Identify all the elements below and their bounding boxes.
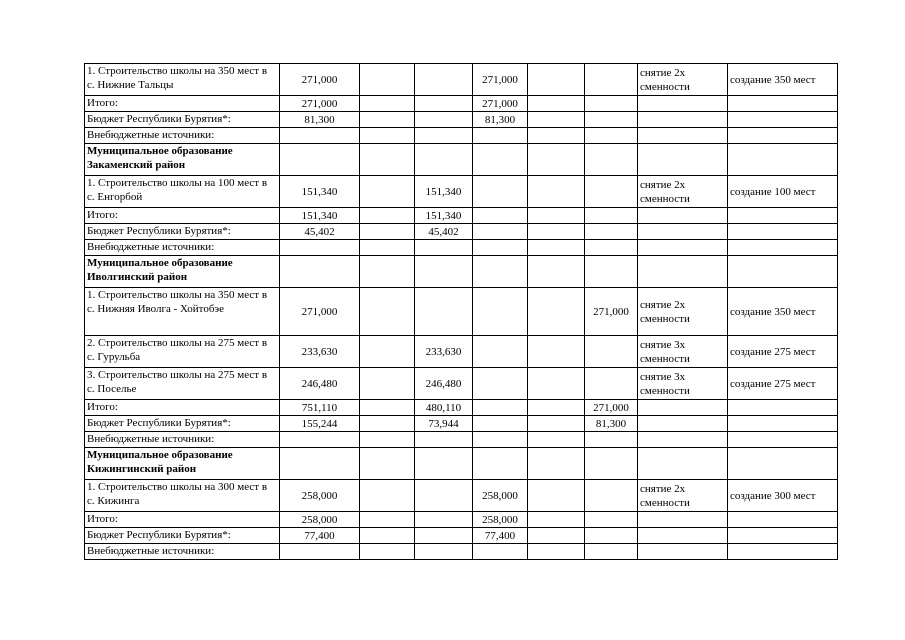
year-2013-cell (415, 240, 473, 256)
result-cell (728, 416, 838, 432)
table-row (85, 112, 838, 128)
result-cell (728, 400, 838, 416)
table-row (85, 144, 838, 176)
goal-cell: снятие 3х сменности (638, 368, 728, 400)
result-cell: создание 350 мест (728, 64, 838, 96)
table-row (85, 448, 838, 480)
year-2012-cell (360, 240, 415, 256)
total-cell: 271,000 (280, 288, 360, 336)
table-row (85, 208, 838, 224)
year-2016-cell (585, 208, 638, 224)
result-cell (728, 240, 838, 256)
table-row (85, 128, 838, 144)
year-2015-cell (528, 288, 585, 336)
goal-cell: снятие 2х сменности (638, 288, 728, 336)
year-2016-cell (585, 240, 638, 256)
year-2016-cell (585, 176, 638, 208)
year-2012-cell (360, 368, 415, 400)
table-row (85, 528, 838, 544)
year-2014-cell: 271,000 (473, 96, 528, 112)
year-2013-cell: 233,630 (415, 336, 473, 368)
goal-cell (638, 544, 728, 560)
goal-cell (638, 240, 728, 256)
year-2013-cell (415, 512, 473, 528)
year-2015-cell (528, 224, 585, 240)
year-2012-cell (360, 144, 415, 176)
year-2016-cell (585, 256, 638, 288)
result-cell (728, 432, 838, 448)
row-name-cell: 1. Строительство школы на 100 мест в с. Енгорбой (85, 176, 280, 208)
year-2015-cell (528, 368, 585, 400)
result-cell: создание 100 мест (728, 176, 838, 208)
result-cell (728, 208, 838, 224)
year-2014-cell (473, 400, 528, 416)
goal-cell (638, 144, 728, 176)
year-2016-cell (585, 96, 638, 112)
year-2012-cell (360, 512, 415, 528)
year-2013-cell (415, 448, 473, 480)
row-name-cell: 3. Строительство школы на 275 мест в с. Поселье (85, 368, 280, 400)
table-row (85, 432, 838, 448)
year-2012-cell (360, 288, 415, 336)
row-name-cell: Бюджет Республики Бурятия*: (85, 528, 280, 544)
year-2015-cell (528, 400, 585, 416)
year-2015-cell (528, 432, 585, 448)
year-2013-cell: 151,340 (415, 176, 473, 208)
year-2016-cell (585, 112, 638, 128)
year-2013-cell (415, 64, 473, 96)
year-2013-cell (415, 544, 473, 560)
total-cell (280, 256, 360, 288)
table-row (85, 480, 838, 512)
total-cell: 271,000 (280, 64, 360, 96)
year-2014-cell (473, 288, 528, 336)
result-cell (728, 256, 838, 288)
year-2016-cell: 271,000 (585, 288, 638, 336)
goal-cell (638, 512, 728, 528)
row-name-cell: Внебюджетные источники: (85, 240, 280, 256)
total-cell: 751,110 (280, 400, 360, 416)
table-row (85, 400, 838, 416)
year-2014-cell (473, 208, 528, 224)
year-2015-cell (528, 256, 585, 288)
row-name-cell: Бюджет Республики Бурятия*: (85, 224, 280, 240)
year-2016-cell (585, 544, 638, 560)
row-name-cell: Итого: (85, 512, 280, 528)
year-2013-cell (415, 480, 473, 512)
year-2013-cell (415, 144, 473, 176)
year-2012-cell (360, 256, 415, 288)
year-2015-cell (528, 544, 585, 560)
year-2015-cell (528, 128, 585, 144)
row-name-cell: Итого: (85, 400, 280, 416)
total-cell: 271,000 (280, 96, 360, 112)
year-2012-cell (360, 544, 415, 560)
year-2014-cell (473, 128, 528, 144)
result-cell (728, 528, 838, 544)
row-name-cell: Бюджет Республики Бурятия*: (85, 416, 280, 432)
total-cell: 81,300 (280, 112, 360, 128)
year-2016-cell (585, 512, 638, 528)
row-name-cell: 1. Строительство школы на 350 мест в с. Нижняя Иволга - Хойтобэе (85, 288, 280, 336)
table-body (85, 64, 838, 560)
year-2014-cell: 258,000 (473, 480, 528, 512)
table-row (85, 336, 838, 368)
total-cell: 258,000 (280, 512, 360, 528)
goal-cell: снятие 2х сменности (638, 176, 728, 208)
goal-cell (638, 448, 728, 480)
result-cell (728, 128, 838, 144)
year-2016-cell (585, 432, 638, 448)
table-row (85, 544, 838, 560)
year-2015-cell (528, 528, 585, 544)
result-cell (728, 544, 838, 560)
year-2013-cell: 45,402 (415, 224, 473, 240)
row-name-cell: Внебюджетные источники: (85, 128, 280, 144)
year-2016-cell: 271,000 (585, 400, 638, 416)
goal-cell (638, 432, 728, 448)
year-2012-cell (360, 400, 415, 416)
row-name-cell: Внебюджетные источники: (85, 544, 280, 560)
year-2016-cell (585, 336, 638, 368)
year-2012-cell (360, 448, 415, 480)
year-2015-cell (528, 240, 585, 256)
year-2016-cell (585, 64, 638, 96)
row-name-cell: 1. Строительство школы на 350 мест в с. Нижние Тальцы (85, 64, 280, 96)
year-2015-cell (528, 336, 585, 368)
goal-cell (638, 128, 728, 144)
year-2015-cell (528, 448, 585, 480)
table-row (85, 256, 838, 288)
goal-cell (638, 256, 728, 288)
year-2014-cell (473, 224, 528, 240)
year-2016-cell (585, 128, 638, 144)
total-cell (280, 448, 360, 480)
year-2015-cell (528, 512, 585, 528)
year-2013-cell (415, 128, 473, 144)
total-cell (280, 128, 360, 144)
total-cell (280, 144, 360, 176)
total-cell: 45,402 (280, 224, 360, 240)
result-cell (728, 448, 838, 480)
year-2016-cell (585, 528, 638, 544)
total-cell: 151,340 (280, 208, 360, 224)
result-cell (728, 144, 838, 176)
year-2012-cell (360, 224, 415, 240)
row-name-cell: Итого: (85, 96, 280, 112)
table-row (85, 512, 838, 528)
year-2013-cell (415, 432, 473, 448)
table-row (85, 64, 838, 96)
year-2015-cell (528, 64, 585, 96)
year-2013-cell (415, 112, 473, 128)
goal-cell (638, 528, 728, 544)
year-2012-cell (360, 112, 415, 128)
row-name-cell: Муниципальное образование Иволгинский район (85, 256, 280, 288)
year-2015-cell (528, 416, 585, 432)
year-2016-cell (585, 224, 638, 240)
year-2016-cell (585, 448, 638, 480)
year-2014-cell: 258,000 (473, 512, 528, 528)
result-cell: создание 275 мест (728, 368, 838, 400)
year-2016-cell: 81,300 (585, 416, 638, 432)
goal-cell (638, 416, 728, 432)
table-row (85, 176, 838, 208)
year-2013-cell: 246,480 (415, 368, 473, 400)
year-2012-cell (360, 432, 415, 448)
total-cell (280, 544, 360, 560)
total-cell (280, 432, 360, 448)
year-2015-cell (528, 480, 585, 512)
goal-cell: снятие 2х сменности (638, 480, 728, 512)
year-2012-cell (360, 176, 415, 208)
total-cell: 233,630 (280, 336, 360, 368)
year-2015-cell (528, 176, 585, 208)
year-2012-cell (360, 416, 415, 432)
result-cell: создание 275 мест (728, 336, 838, 368)
row-name-cell: 2. Строительство школы на 275 мест в с. Гурульба (85, 336, 280, 368)
goal-cell (638, 96, 728, 112)
year-2013-cell: 73,944 (415, 416, 473, 432)
goal-cell (638, 224, 728, 240)
goal-cell (638, 400, 728, 416)
year-2014-cell (473, 432, 528, 448)
row-name-cell: Итого: (85, 208, 280, 224)
total-cell: 246,480 (280, 368, 360, 400)
row-name-cell: Муниципальное образование Закаменский район (85, 144, 280, 176)
year-2013-cell: 480,110 (415, 400, 473, 416)
table-row (85, 416, 838, 432)
year-2014-cell (473, 416, 528, 432)
year-2015-cell (528, 208, 585, 224)
table-row (85, 224, 838, 240)
row-name-cell: Муниципальное образование Кижингинский район (85, 448, 280, 480)
total-cell (280, 240, 360, 256)
year-2015-cell (528, 144, 585, 176)
row-name-cell: 1. Строительство школы на 300 мест в с. Кижинга (85, 480, 280, 512)
year-2012-cell (360, 128, 415, 144)
goal-cell: снятие 2х сменности (638, 64, 728, 96)
total-cell: 77,400 (280, 528, 360, 544)
year-2013-cell (415, 96, 473, 112)
result-cell (728, 96, 838, 112)
year-2012-cell (360, 64, 415, 96)
year-2014-cell: 77,400 (473, 528, 528, 544)
year-2012-cell (360, 480, 415, 512)
year-2015-cell (528, 96, 585, 112)
year-2016-cell (585, 480, 638, 512)
year-2014-cell (473, 240, 528, 256)
result-cell (728, 224, 838, 240)
year-2014-cell (473, 144, 528, 176)
year-2014-cell (473, 336, 528, 368)
total-cell: 258,000 (280, 480, 360, 512)
year-2015-cell (528, 112, 585, 128)
table-row (85, 96, 838, 112)
year-2012-cell (360, 208, 415, 224)
year-2014-cell (473, 544, 528, 560)
goal-cell (638, 208, 728, 224)
year-2013-cell (415, 528, 473, 544)
year-2013-cell (415, 288, 473, 336)
year-2012-cell (360, 96, 415, 112)
total-cell: 155,244 (280, 416, 360, 432)
row-name-cell: Бюджет Республики Бурятия*: (85, 112, 280, 128)
year-2013-cell (415, 256, 473, 288)
result-cell: создание 350 мест (728, 288, 838, 336)
year-2013-cell: 151,340 (415, 208, 473, 224)
table-row (85, 240, 838, 256)
year-2014-cell (473, 448, 528, 480)
goal-cell: снятие 3х сменности (638, 336, 728, 368)
year-2014-cell (473, 368, 528, 400)
year-2014-cell: 271,000 (473, 64, 528, 96)
table-row (85, 368, 838, 400)
year-2014-cell (473, 256, 528, 288)
year-2014-cell: 81,300 (473, 112, 528, 128)
table-row (85, 288, 838, 336)
year-2016-cell (585, 368, 638, 400)
year-2014-cell (473, 176, 528, 208)
investment-table (84, 63, 838, 560)
year-2016-cell (585, 144, 638, 176)
goal-cell (638, 112, 728, 128)
row-name-cell: Внебюджетные источники: (85, 432, 280, 448)
year-2012-cell (360, 336, 415, 368)
result-cell: создание 300 мест (728, 480, 838, 512)
result-cell (728, 112, 838, 128)
result-cell (728, 512, 838, 528)
year-2012-cell (360, 528, 415, 544)
total-cell: 151,340 (280, 176, 360, 208)
